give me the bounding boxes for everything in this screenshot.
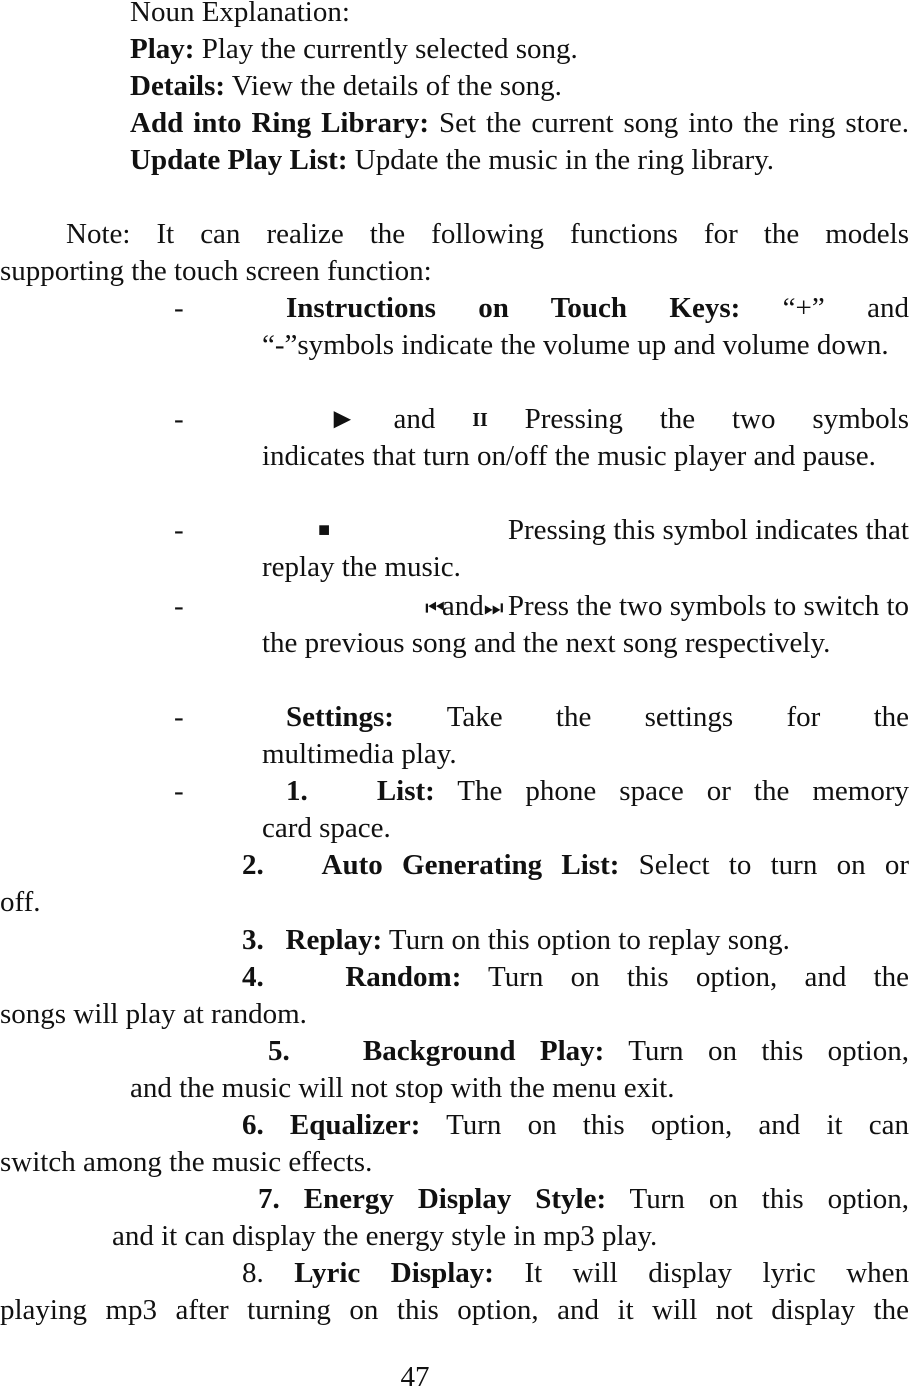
bullet-dash: - (174, 292, 184, 324)
equalizer-term: 6. Equalizer: (242, 1109, 421, 1141)
bullet-dash: - (174, 590, 184, 622)
play-definition: Play: Play the currently selected song. (130, 33, 578, 65)
note-line-2: supporting the touch screen function: (0, 255, 432, 287)
background-term: 5. Background Play: (268, 1035, 605, 1067)
update-play-list-term: Update Play List: (130, 144, 348, 176)
ring-library-definition: Add into Ring Library: Set the current song into the ring store. Update Play List: Update the music in the ring library. (130, 107, 909, 176)
lyric-term: Lyric Display: (263, 1257, 494, 1289)
note-line-1: Note: It can realize the following functions for the models (66, 218, 909, 250)
lyric-number: 8. (242, 1257, 264, 1289)
previous-track-icon: ⏮ (425, 595, 442, 620)
page-number: 47 (400, 1361, 430, 1393)
pause-icon: II (472, 409, 488, 431)
details-definition: Details: View the details of the song. (130, 70, 562, 102)
auto-term: 2. Auto Generating List: (242, 849, 620, 881)
bullet-dash: - (174, 403, 184, 435)
ring-term: Add into Ring Library: (130, 107, 429, 139)
play-term: Play: (130, 33, 195, 65)
list-term: List: (376, 775, 435, 807)
play-icon: ► (328, 403, 357, 435)
replay-term: 3. Replay: (242, 924, 383, 956)
bullet-dash: - (174, 775, 184, 807)
item-replay: 3. Replay: Turn on this option to replay song. (242, 924, 790, 956)
random-term: 4. Random: (242, 961, 462, 993)
bullet-dash: - (174, 514, 184, 546)
details-term: Details: (130, 70, 226, 102)
bullet-dash: - (174, 701, 184, 733)
energy-term: 7. Energy Display Style: (258, 1183, 607, 1215)
stop-icon: ■ (318, 519, 331, 541)
list-number: 1. (286, 775, 308, 807)
settings-term: Settings: (286, 701, 394, 733)
touch-keys-term: Instructions on Touch Keys: (286, 292, 741, 324)
noun-explanation-heading: Noun Explanation: (130, 0, 350, 28)
next-track-icon: ⏭ (483, 595, 501, 620)
